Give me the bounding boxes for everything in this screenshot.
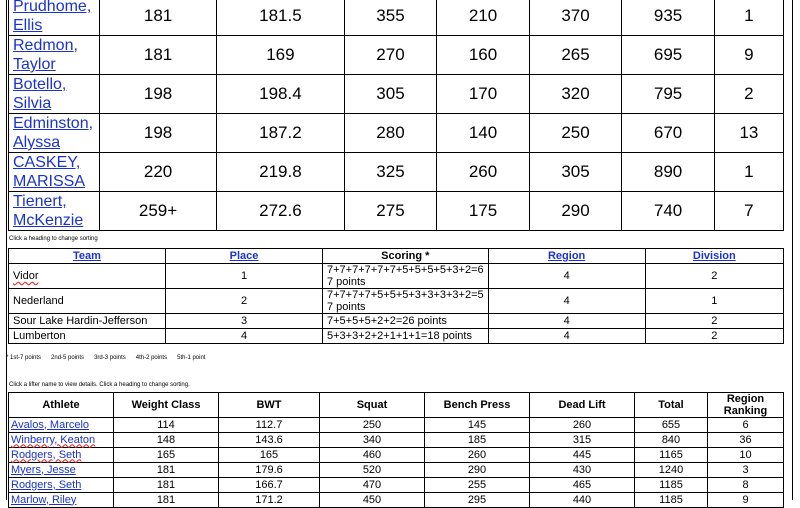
- rank-cell: 8: [708, 478, 784, 493]
- squat-header[interactable]: Squat: [320, 393, 425, 418]
- bench-cell: 290: [425, 463, 530, 478]
- team-results-table: [8, 248, 784, 344]
- scoring-cell: [323, 329, 489, 344]
- total-cell: 935: [622, 0, 715, 36]
- points-legend: [6, 355, 215, 361]
- dead-cell: 250: [529, 114, 622, 153]
- points-legend-item: 2nd-5 points: [51, 355, 85, 361]
- wc-cell: 220: [100, 153, 217, 192]
- athlete-name-link[interactable]: Redmon, Taylor: [13, 37, 78, 73]
- place-cell: 4: [166, 329, 323, 344]
- bwt-cell: 179.6: [219, 463, 320, 478]
- athlete-cell: [9, 192, 100, 231]
- total-cell: 795: [622, 75, 715, 114]
- bench-cell: 295: [425, 493, 530, 508]
- athlete-cell: [9, 114, 100, 153]
- wc-cell: 114: [114, 418, 219, 433]
- table-row: [9, 463, 784, 478]
- bench-cell: 185: [425, 433, 530, 448]
- dead-cell: 315: [530, 433, 635, 448]
- scoring-text: 7+7+7+7+7+7+5+5+5+5+3+2=6: [327, 264, 484, 276]
- table-row: [9, 75, 784, 114]
- dead-cell: 465: [530, 478, 635, 493]
- total-cell: 695: [622, 36, 715, 75]
- division-cell: 1: [645, 289, 783, 314]
- scoring-text: 7+7+7+7+5+5+5+3+3+3+3+2=5: [327, 289, 484, 301]
- bwt-cell: 112.7: [219, 418, 320, 433]
- table-row: [9, 418, 784, 433]
- table-row: [9, 114, 784, 153]
- squat-cell: 460: [320, 448, 425, 463]
- rank-cell: 9: [714, 36, 783, 75]
- total-cell: 670: [622, 114, 715, 153]
- scoring-text: 7+5+5+5+2+2=26 points: [327, 315, 447, 327]
- bench-cell: 140: [437, 114, 530, 153]
- bwt-cell: 198.4: [217, 75, 345, 114]
- team-cell: [9, 329, 166, 344]
- points-legend-item: 5th-1 point: [177, 355, 206, 361]
- team-header[interactable]: Team: [9, 249, 166, 264]
- team-cell: [9, 289, 166, 314]
- bwt-cell: 187.2: [217, 114, 345, 153]
- place-cell: 2: [166, 289, 323, 314]
- athlete-cell: [9, 153, 100, 192]
- squat-cell: 520: [320, 463, 425, 478]
- team-name: Sour Lake Hardin-Jefferson: [13, 315, 148, 327]
- table-row: [9, 448, 784, 463]
- bwt-header[interactable]: BWT: [219, 393, 320, 418]
- lifter-note: Click a lifter name to view details. Click a heading to change sorting.: [9, 382, 190, 388]
- team-cell: [9, 314, 166, 329]
- points-legend-item: 3rd-3 points: [94, 355, 126, 361]
- team-cell: [9, 264, 166, 289]
- region-cell: 4: [488, 314, 645, 329]
- table-row: [9, 289, 784, 314]
- dead-cell: 430: [530, 463, 635, 478]
- wc-cell: 181: [100, 0, 217, 36]
- total-cell: 740: [622, 192, 715, 231]
- place-cell: 1: [166, 264, 323, 289]
- wc-cell: 198: [100, 75, 217, 114]
- table-row: [9, 329, 784, 344]
- total-cell: 840: [635, 433, 708, 448]
- athlete-name-link[interactable]: Marlow, Riley: [11, 493, 77, 506]
- place-cell: 3: [166, 314, 323, 329]
- team-name: Lumberton: [13, 330, 66, 342]
- table-row: [9, 192, 784, 231]
- table-row: [9, 478, 784, 493]
- table-row: [9, 153, 784, 192]
- athlete-cell: [9, 418, 114, 433]
- wc-cell: 148: [114, 433, 219, 448]
- athlete-cell: [9, 36, 100, 75]
- bench-cell: 255: [425, 478, 530, 493]
- division-cell: 2: [645, 264, 783, 289]
- squat-cell: 470: [320, 478, 425, 493]
- squat-cell: 355: [344, 0, 437, 36]
- rank-cell: 13: [714, 114, 783, 153]
- squat-cell: 325: [344, 153, 437, 192]
- rank-cell: 3: [708, 463, 784, 478]
- total-cell: 1185: [635, 478, 708, 493]
- total-header[interactable]: Total: [635, 393, 708, 418]
- dead-cell: 265: [529, 36, 622, 75]
- athlete-cell: [9, 493, 114, 508]
- bwt-cell: 165: [219, 448, 320, 463]
- squat-cell: 305: [344, 75, 437, 114]
- division-cell: 2: [645, 314, 783, 329]
- dead-cell: 260: [530, 418, 635, 433]
- athlete-name-link[interactable]: Avalos, Marcelo: [11, 418, 90, 431]
- wc-cell: 181: [100, 36, 217, 75]
- table-row: [9, 314, 784, 329]
- scoring-text: 5+3+3+2+2+1+1+1=18 points: [327, 330, 472, 342]
- rank-cell: 1: [714, 153, 783, 192]
- division-header[interactable]: Division: [645, 249, 783, 264]
- athlete-cell: [9, 478, 114, 493]
- bench-cell: 145: [425, 418, 530, 433]
- rank-cell: 6: [708, 418, 784, 433]
- scoring-header: Scoring *: [323, 249, 489, 264]
- table-row: [9, 264, 784, 289]
- bwt-cell: 171.2: [219, 493, 320, 508]
- bench-press-header[interactable]: Bench Press: [425, 393, 530, 418]
- bwt-cell: 169: [217, 36, 345, 75]
- athlete-name-link[interactable]: Edminston, Alyssa: [13, 115, 94, 151]
- athlete-header[interactable]: Athlete: [9, 393, 114, 418]
- wc-cell: 165: [114, 448, 219, 463]
- rank-cell: 1: [714, 0, 783, 36]
- scoring-cell: [323, 314, 489, 329]
- athlete-cell: [9, 448, 114, 463]
- dead-cell: 445: [530, 448, 635, 463]
- total-cell: 655: [635, 418, 708, 433]
- table-row: [9, 0, 784, 36]
- scoring-total: 7 points: [327, 276, 366, 288]
- team-name: Nederland: [13, 295, 64, 307]
- wc-cell: 181: [114, 478, 219, 493]
- scoring-cell: [323, 289, 489, 314]
- place-header[interactable]: Place: [166, 249, 323, 264]
- bwt-cell: 181.5: [217, 0, 345, 36]
- region-cell: 4: [488, 329, 645, 344]
- squat-cell: 275: [344, 192, 437, 231]
- region-cell: 4: [488, 264, 645, 289]
- table-row: [9, 433, 784, 448]
- total-cell: 1185: [635, 493, 708, 508]
- athlete-name-link[interactable]: Prudhome, Ellis: [13, 0, 92, 34]
- rank-cell: 9: [708, 493, 784, 508]
- region-cell: 4: [488, 289, 645, 314]
- weight-class-header[interactable]: Weight Class: [114, 393, 219, 418]
- points-legend-item: * 1st-7 points: [6, 355, 42, 361]
- bench-cell: 260: [425, 448, 530, 463]
- rank-cell: 2: [714, 75, 783, 114]
- dead-cell: 305: [529, 153, 622, 192]
- points-legend-item: 4th-2 points: [135, 355, 168, 361]
- region-header[interactable]: Region: [488, 249, 645, 264]
- scoring-cell: [323, 264, 489, 289]
- athlete-name-link[interactable]: Tienert, McKenzie: [13, 193, 84, 229]
- total-cell: 1165: [635, 448, 708, 463]
- table-row: [9, 36, 784, 75]
- division-cell: 2: [645, 329, 783, 344]
- bwt-cell: 166.7: [219, 478, 320, 493]
- scoring-total: 7 points: [327, 301, 366, 313]
- top-results-table: [8, 0, 784, 231]
- athlete-name-link[interactable]: Botello, Silvia: [13, 76, 67, 112]
- bwt-cell: 219.8: [217, 153, 345, 192]
- athlete-name-link[interactable]: Rodgers, Seth: [11, 448, 82, 461]
- dead-cell: 370: [529, 0, 622, 36]
- dead-cell: 320: [529, 75, 622, 114]
- squat-cell: 280: [344, 114, 437, 153]
- lifter-results-table: [8, 392, 784, 508]
- bench-cell: 160: [437, 36, 530, 75]
- athlete-cell: [9, 433, 114, 448]
- sort-note: Click a heading to change sorting: [9, 236, 98, 242]
- total-cell: 890: [622, 153, 715, 192]
- athlete-name-link[interactable]: CASKEY, MARISSA: [13, 154, 86, 190]
- dead-lift-header[interactable]: Dead Lift: [530, 393, 635, 418]
- dead-cell: 290: [529, 192, 622, 231]
- squat-cell: 270: [344, 36, 437, 75]
- athlete-cell: [9, 463, 114, 478]
- wc-cell: 259+: [100, 192, 217, 231]
- athlete-cell: [9, 75, 100, 114]
- region-ranking-header[interactable]: Region Ranking: [708, 393, 784, 418]
- athlete-cell: [9, 0, 100, 36]
- squat-cell: 450: [320, 493, 425, 508]
- athlete-name-link[interactable]: Myers, Jesse: [11, 463, 76, 476]
- wc-cell: 181: [114, 463, 219, 478]
- total-cell: 1240: [635, 463, 708, 478]
- wc-cell: 198: [100, 114, 217, 153]
- bwt-cell: 143.6: [219, 433, 320, 448]
- rank-cell: 7: [714, 192, 783, 231]
- table-row: [9, 493, 784, 508]
- rank-cell: 10: [708, 448, 784, 463]
- squat-cell: 250: [320, 418, 425, 433]
- wc-cell: 181: [114, 493, 219, 508]
- rank-cell: 36: [708, 433, 784, 448]
- team-name: Vidor: [13, 270, 39, 282]
- bench-cell: 170: [437, 75, 530, 114]
- bwt-cell: 272.6: [217, 192, 345, 231]
- bench-cell: 210: [437, 0, 530, 36]
- bench-cell: 260: [437, 153, 530, 192]
- squat-cell: 340: [320, 433, 425, 448]
- athlete-name-link[interactable]: Winberry, Keaton: [11, 433, 96, 446]
- athlete-name-link[interactable]: Rodgers, Seth: [11, 478, 82, 491]
- dead-cell: 440: [530, 493, 635, 508]
- bench-cell: 175: [437, 192, 530, 231]
